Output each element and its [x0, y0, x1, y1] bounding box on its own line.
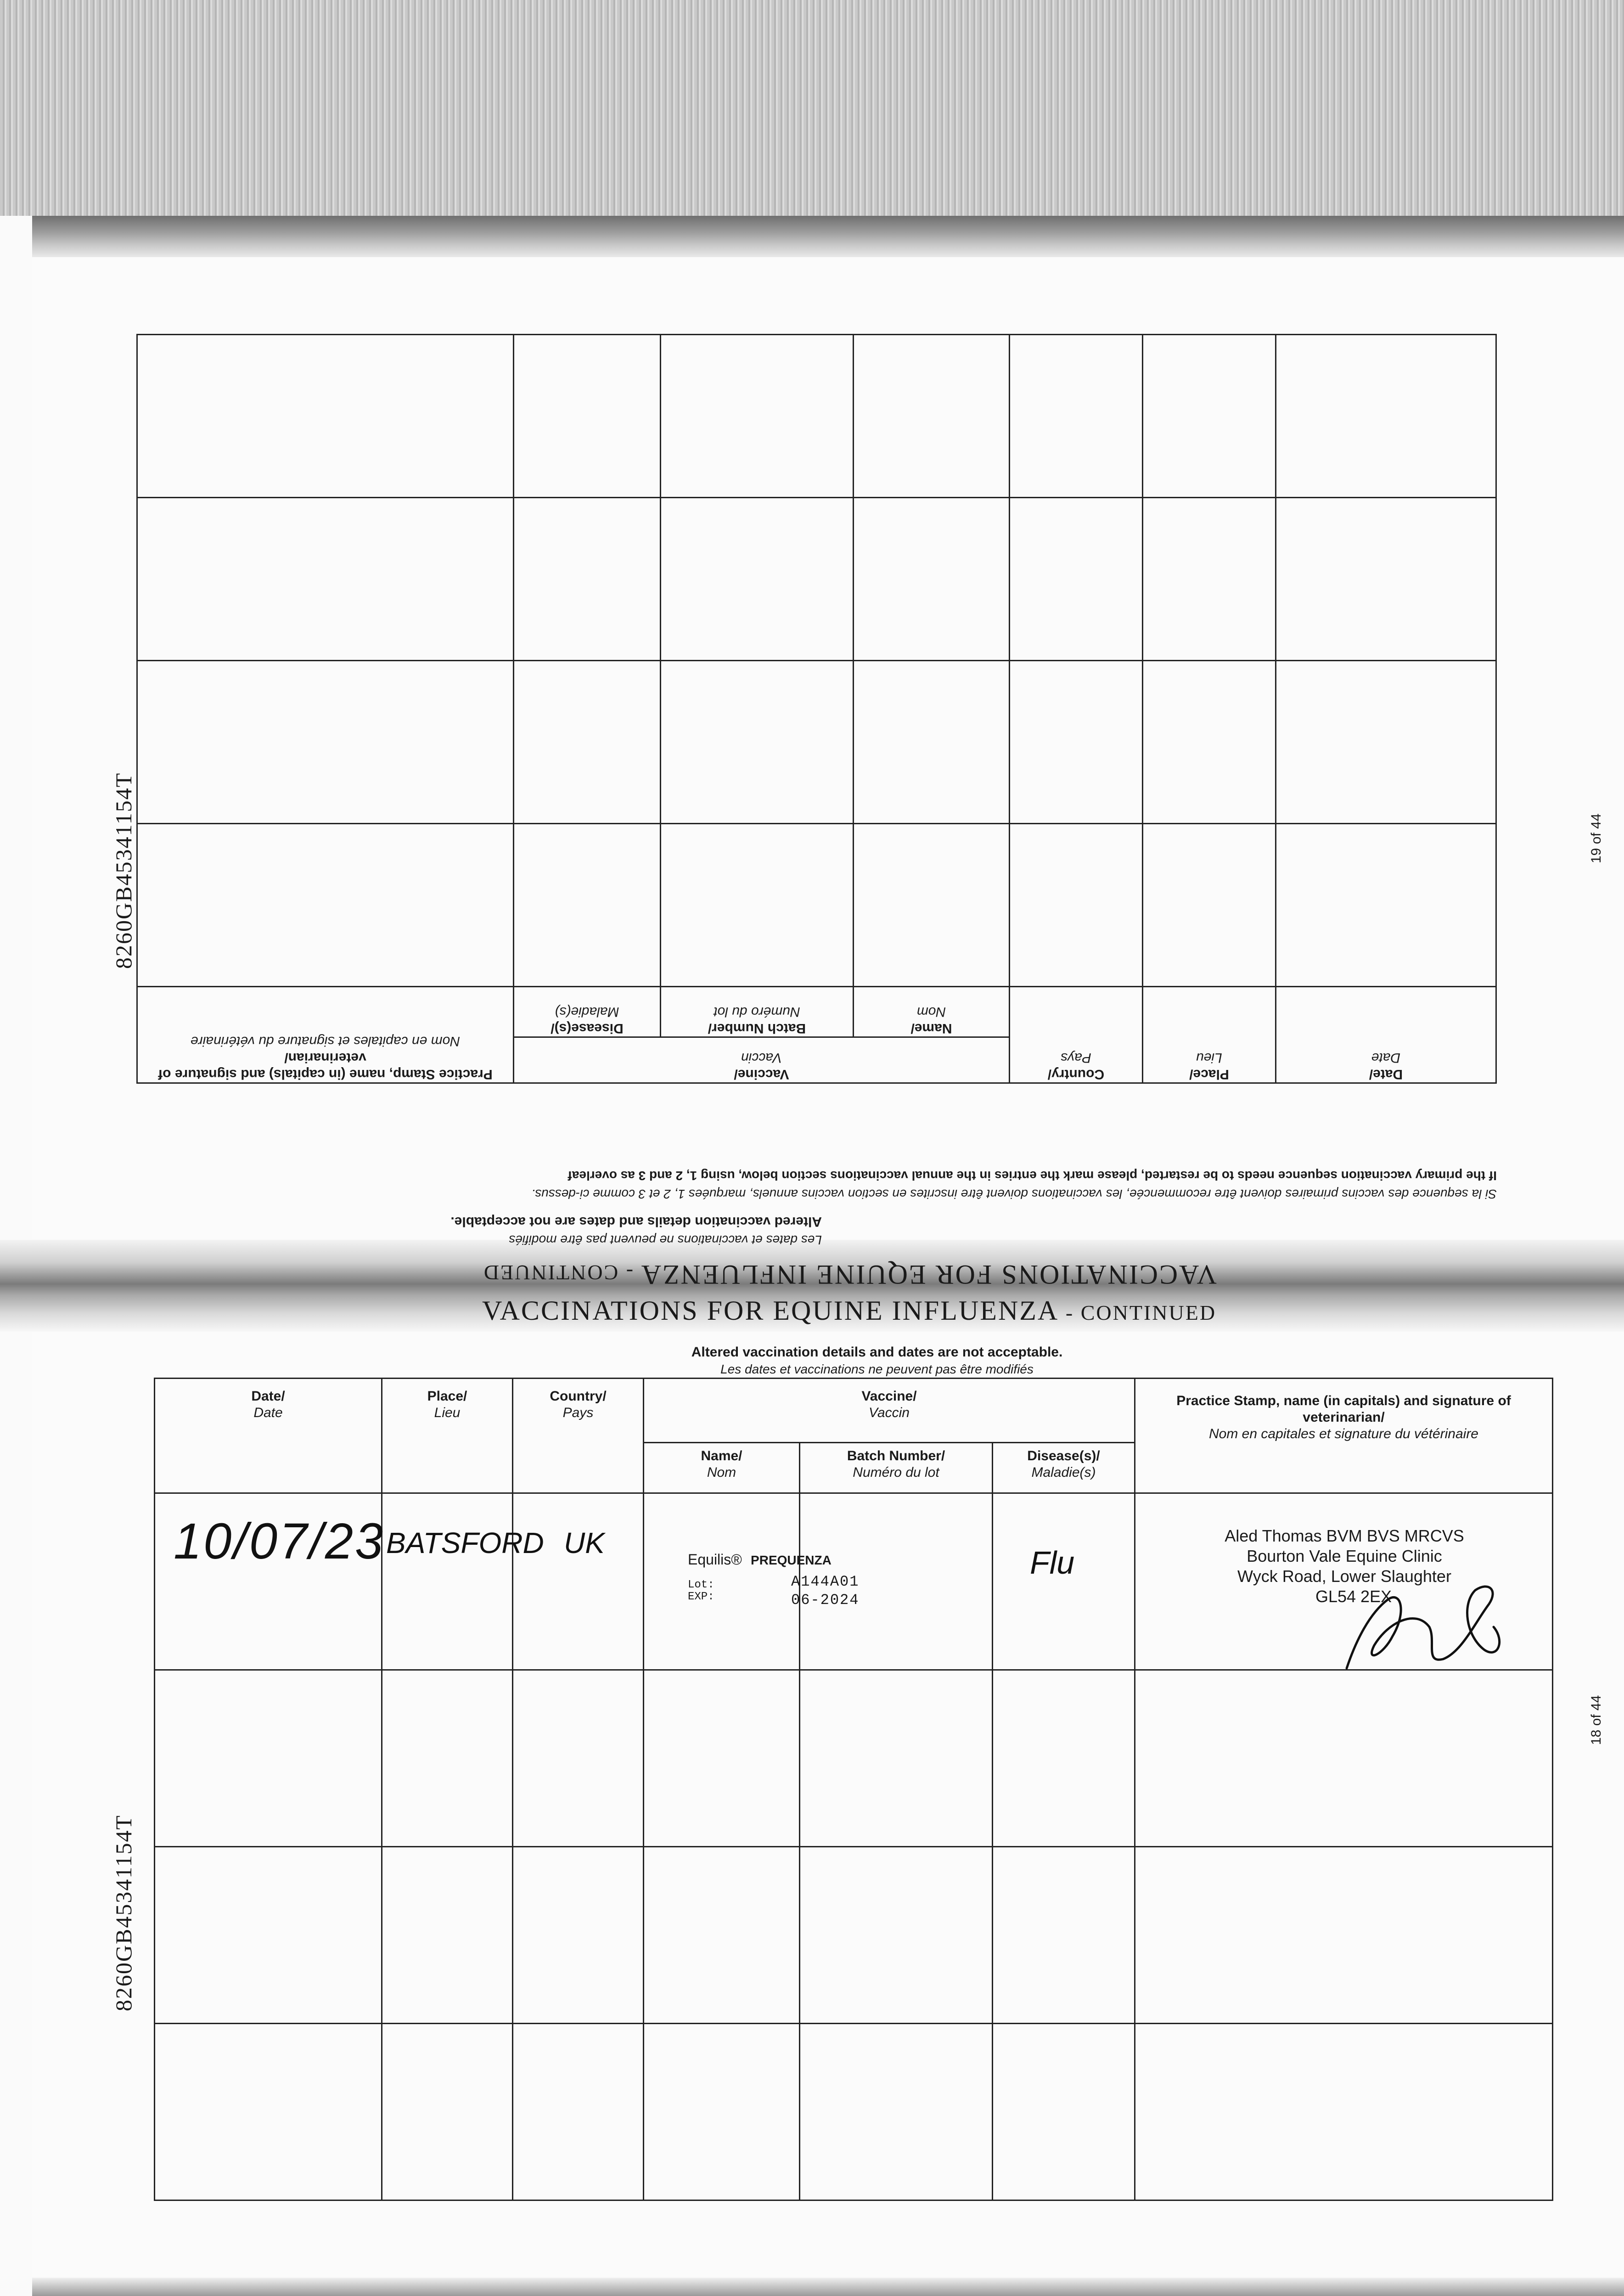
- entry-country: UK: [564, 1526, 605, 1559]
- bottom-header-date: Date/ Date: [155, 1379, 382, 1493]
- top-page: [138, 335, 1557, 1290]
- top-header-place: Place/ Lieu: [1143, 987, 1276, 1083]
- entry-place-cell: [382, 1493, 544, 1670]
- top-title-suffix: - CONTINUED: [482, 1261, 634, 1284]
- bottom-header-place: Place/ Lieu: [382, 1379, 513, 1493]
- vaccine-exp-date: 06-2024: [791, 1592, 860, 1609]
- scanner-band-bottom: [32, 2278, 1624, 2296]
- vaccine-brand: Equilis®: [688, 1551, 742, 1568]
- bottom-header-stamp: Practice Stamp, name (in capitals) and signature of veterinarian/ Nom en capitales et signature du vétérinaire: [1135, 1379, 1553, 1493]
- signature-stroke: [1347, 1587, 1500, 1668]
- table-row: [137, 661, 1496, 824]
- bottom-vaccination-table: [154, 1378, 1553, 2201]
- top-title-main: VACCINATIONS FOR EQUINE INFLUENZA: [641, 1260, 1217, 1290]
- entry-country-cell: [513, 1493, 644, 1670]
- vet-name: Aled Thomas BVM BVS MRCVS: [1225, 1526, 1464, 1545]
- top-header-batch: Batch Number/ Numéro du lot: [661, 987, 854, 1037]
- bottom-title-suffix: - CONTINUED: [1065, 1301, 1217, 1324]
- clinic-name: Bourton Vale Equine Clinic: [1247, 1547, 1442, 1565]
- top-header-stamp: Practice Stamp, name (in capitals) and signature of veterinarian/ Nom en capitales et signature du vétérinaire: [137, 987, 514, 1083]
- bottom-warning-fr: Les dates et vaccinations ne peuvent pas être modifiés: [720, 1362, 1034, 1376]
- bottom-page-number: 18 of 44: [1589, 1695, 1604, 1745]
- vaccine-sticker: [688, 1551, 972, 1625]
- top-vaccination-table: [136, 334, 1497, 1084]
- bottom-header-vaccine: Vaccine/ Vaccin: [644, 1379, 1135, 1443]
- bottom-document-id: 8260GB45341154T: [111, 1814, 136, 2011]
- top-page-number: 19 of 44: [1589, 813, 1604, 863]
- table-row: [137, 498, 1496, 661]
- top-warning-fr: Les dates et vaccinations ne peuvent pas être modifiés: [509, 1233, 822, 1247]
- top-instruction-fr: Si la sequence des vaccins primaires doivent être recommencée, les vaccinations doivent être inscrites en section vaccins annuels, marquées 1, 2 et 3 comme ci-dessus.: [531, 1187, 1497, 1201]
- bottom-title-main: VACCINATIONS FOR EQUINE INFLUENZA: [482, 1295, 1057, 1326]
- table-row: [137, 824, 1496, 987]
- clinic-postcode: GL54 2EX: [1315, 1587, 1392, 1606]
- top-warnings: [271, 1212, 822, 1249]
- entry-place: BATSFORD: [386, 1526, 544, 1559]
- top-instructions: [138, 1166, 1497, 1203]
- top-header-name: Name/ Nom: [854, 987, 1010, 1037]
- bottom-page-title: [482, 1295, 1216, 1327]
- top-header-disease: Disease(s)/ Maladie(s): [514, 987, 661, 1037]
- bottom-header-batch: Batch Number/ Numéro du lot: [800, 1443, 993, 1493]
- top-header-country: Country/ Pays: [1010, 987, 1143, 1083]
- table-row: [155, 1493, 1553, 1670]
- table-row: [155, 1847, 1553, 2024]
- bottom-header-disease: Disease(s)/ Maladie(s): [993, 1443, 1135, 1493]
- vaccine-exp-label: EXP:: [688, 1591, 714, 1603]
- vaccine-name: PREQUENZA: [751, 1553, 832, 1567]
- bottom-warning-en: Altered vaccination details and dates are not acceptable.: [691, 1345, 1063, 1360]
- entry-date-cell: [155, 1493, 385, 1670]
- table-row: [137, 335, 1496, 498]
- scanner-band-top: [0, 0, 1624, 216]
- entry-date: 10/07/23: [174, 1513, 385, 1570]
- entry-disease: Flu: [1030, 1545, 1075, 1581]
- table-row: [155, 2024, 1553, 2200]
- top-warning-en: Altered vaccination details and dates are not acceptable.: [450, 1214, 822, 1229]
- vaccine-lot-label: Lot:: [688, 1579, 714, 1591]
- top-header-date: Date/ Date: [1276, 987, 1496, 1083]
- vet-signature: [1337, 1572, 1512, 1677]
- top-page-title: [483, 1259, 1217, 1290]
- entry-disease-cell: [993, 1493, 1135, 1670]
- table-row: [155, 1670, 1553, 1847]
- top-instruction-en: If the primary vaccination sequence needs to be restarted, please mark the entries in the annual vaccinations section below, using 1, 2 and 3 as overleaf: [568, 1169, 1497, 1183]
- clinic-address: Wyck Road, Lower Slaughter: [1237, 1567, 1451, 1586]
- scanner-shadow-top: [28, 216, 1624, 257]
- bottom-header-country: Country/ Pays: [513, 1379, 644, 1493]
- vaccine-brand-line: [688, 1551, 972, 1569]
- entry-stamp-cell: [1135, 1493, 1553, 1670]
- vaccine-lot-number: A144A01: [791, 1573, 860, 1590]
- top-document-id: 8260GB45341154T: [111, 772, 136, 969]
- entry-vaccine-name-cell: [644, 1493, 860, 1670]
- bottom-header-name: Name/ Nom: [644, 1443, 800, 1493]
- top-header-vaccine: Vaccine/ Vaccin: [514, 1037, 1010, 1083]
